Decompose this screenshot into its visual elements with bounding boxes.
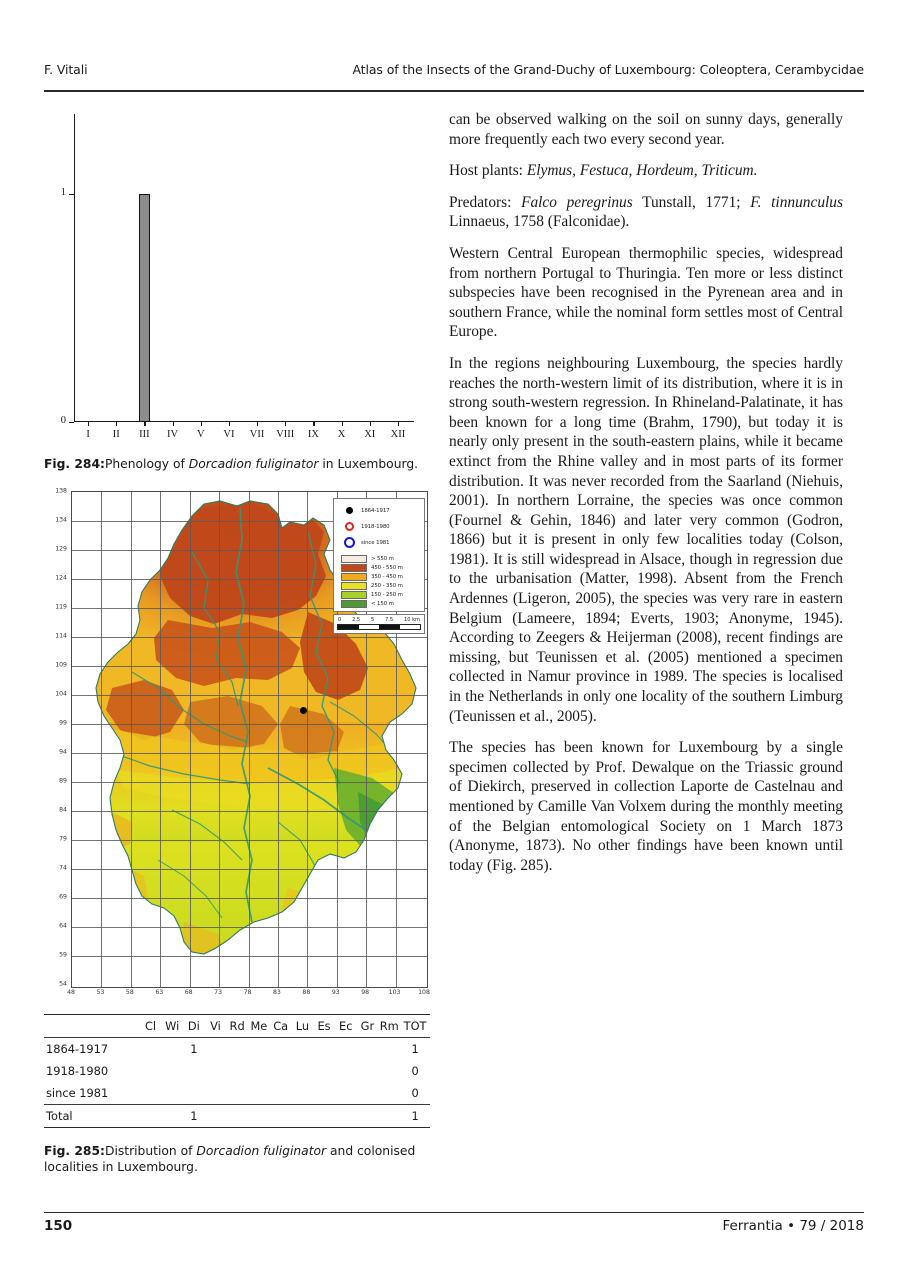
- chart-x-tick: [116, 422, 117, 426]
- predator-species-1: Falco peregrinus: [521, 193, 633, 211]
- figure-285-label: Fig. 285:: [44, 1144, 105, 1159]
- table-cell: [140, 1105, 162, 1128]
- map-gridline-vertical: [307, 492, 308, 987]
- map-y-tick-label: 134: [55, 516, 67, 524]
- map-y-tick-label: 114: [55, 632, 67, 640]
- table-cell: [313, 1038, 335, 1061]
- chart-x-tick: [342, 422, 343, 426]
- phenology-chart: [44, 108, 434, 453]
- map-gridline-vertical: [131, 492, 132, 987]
- paragraph-neighbouring-regions: In the regions neighbouring Luxembourg, the species hardly reaches the north-western limit of its distribution, where it is in strong south-western regression. In Rhineland-Palatinate, it has been known for a long time (Brahm, 1790), but today it is nearly only present in the south-eastern plains, while it became extinct from the Rhine valley and in most parts of its former distribution. It was never recorded from the Saarland (Niehuis, 2001). In northern Lorraine, the species was once common (Fournel & Gehin, 1846) and later very common (Godron, 1866) but it is present in only few localities today (Colson, 1981). It is still widespread in Alsace, though in regression due to the urbanisation (Matter, 1998). Absent from the French Ardennes (Ligeron, 2005), the species was very rare in eastern Belgium (Lameere, 1894; Everts, 1903; Anonyme, 1945). According to Zeegers & Heijerman (2008), recent findings are missing, but Teunissen et al. (2005) mentioned a specimen collected in Namur province in 1989. The species is localised in the Netherlands in only one locality of the southern Limburg (Teunissen et al., 2005).: [449, 354, 843, 725]
- scale-bar-graphic: [337, 624, 421, 630]
- table-cell: [226, 1082, 248, 1105]
- table-cell: [248, 1060, 270, 1082]
- legend-symbol-label: 1864-1917: [361, 507, 390, 514]
- table-cell: [248, 1038, 270, 1061]
- table-cell: [205, 1060, 227, 1082]
- table-row: [44, 1038, 430, 1061]
- figure-285-species: Dorcadion fuliginator: [196, 1144, 327, 1159]
- table-cell: [248, 1105, 270, 1128]
- legend-elevation-label: < 150 m: [371, 600, 394, 607]
- chart-y-tick-label: 1: [60, 186, 66, 198]
- left-column: [44, 108, 434, 1175]
- table-cell: [161, 1060, 183, 1082]
- figure-285-caption: [44, 1144, 434, 1175]
- map-x-tick-label: 108: [418, 989, 430, 997]
- map-y-tick-label: 69: [59, 893, 67, 901]
- host-plants-species: Elymus, Festuca, Hordeum, Triticum.: [526, 162, 758, 180]
- table-cell-total: 1: [411, 1109, 419, 1124]
- chart-x-tick: [229, 422, 230, 426]
- chart-x-tick-label: XII: [390, 429, 406, 440]
- journal-reference: Ferrantia • 79 / 2018: [722, 1218, 864, 1234]
- page-number: 150: [44, 1218, 73, 1234]
- table-cell: [270, 1082, 292, 1105]
- table-cell: [357, 1082, 379, 1105]
- table-row-label: 1864-1917: [46, 1042, 109, 1057]
- table-cell: [205, 1082, 227, 1105]
- page-footer: [44, 1218, 864, 1234]
- legend-elevation-swatch: [341, 591, 367, 599]
- records-table-head: [44, 1015, 430, 1038]
- chart-x-tick: [285, 422, 286, 426]
- scale-bar-label: 5: [370, 617, 375, 624]
- map-x-tick-label: 83: [272, 989, 281, 997]
- table-row-label: 1918-1980: [46, 1064, 109, 1079]
- table-cell-total: 0: [411, 1064, 419, 1079]
- blue-open-circle-icon: [344, 537, 355, 548]
- table-cell: [161, 1082, 183, 1105]
- table-cell: [335, 1105, 357, 1128]
- map-gridline-horizontal: [72, 666, 427, 667]
- map-gridline-horizontal: [72, 782, 427, 783]
- table-cell: [270, 1060, 292, 1082]
- table-column-header: Cl: [144, 1019, 157, 1034]
- map-y-tick-label: 124: [55, 574, 67, 582]
- table-column-header: Lu: [295, 1019, 310, 1034]
- table-cell-total: 1: [411, 1042, 419, 1057]
- map-y-tick-label: 84: [59, 806, 67, 814]
- map-gridline-vertical: [101, 492, 102, 987]
- table-cell: [140, 1060, 162, 1082]
- table-column-header: Gr: [360, 1019, 375, 1034]
- map-gridline-vertical: [160, 492, 161, 987]
- map-x-tick-label: 93: [331, 989, 340, 997]
- legend-elevation-label: > 550 m: [371, 555, 394, 562]
- legend-symbol-swatch: [337, 537, 361, 548]
- black-filled-dot-icon: [346, 507, 353, 514]
- table-bottom-rule: [44, 1128, 430, 1129]
- table-cell-total: 0: [411, 1086, 419, 1101]
- map-gridline-vertical: [278, 492, 279, 987]
- scale-bar-label: 7.5: [385, 617, 394, 624]
- map-x-tick-label: 48: [67, 989, 75, 997]
- table-cell: [205, 1105, 227, 1128]
- legend-elevation-swatch: [341, 564, 367, 572]
- legend-elevation-swatch: [341, 555, 367, 563]
- legend-elevation-row: [337, 581, 421, 590]
- table-column-header: Wi: [165, 1019, 180, 1034]
- map-x-tick-label: 68: [184, 989, 193, 997]
- map-gridline-horizontal: [72, 724, 427, 725]
- table-column-header: Di: [187, 1019, 200, 1034]
- table-cell: [226, 1105, 248, 1128]
- legend-elevation-list: [337, 554, 421, 608]
- scale-bar-label: 10 km: [403, 617, 420, 624]
- map-y-tick-label: 138: [55, 487, 67, 495]
- paragraph-distribution-europe: Western Central European thermophilic species, widespread from northern Portugal to Thuringia. Ten more or less distinct subspecies have been recognised in the Pyrenean area and in southern France, while the nominal form settles most of Central Europe.: [449, 244, 843, 341]
- map-gridline-horizontal: [72, 869, 427, 870]
- chart-x-tick-label: VI: [223, 429, 235, 440]
- table-column-header: Es: [317, 1019, 331, 1034]
- paragraph-luxembourg-record: The species has been known for Luxembourg by a single specimen collected by Prof. Dewalque on the Triassic ground of Diekirch, preserved in collection Laporte de Castelnau and mentioned by Camille Van Volxem during the monthly meeting of the Belgian entomological Society on 1 March 1873 (Anonyme, 1873). No other findings have been known until today (Fig. 285).: [449, 739, 843, 874]
- table-cell: [357, 1105, 379, 1128]
- table-cell: [292, 1082, 314, 1105]
- map-gridline-horizontal: [72, 695, 427, 696]
- chart-x-tick: [201, 422, 202, 426]
- map-y-tick-label: 104: [55, 690, 67, 698]
- table-row: [44, 1105, 430, 1128]
- map-gridline-horizontal: [72, 753, 427, 754]
- table-cell: [313, 1082, 335, 1105]
- table-row: [44, 1082, 430, 1105]
- map-y-tick-label: 99: [59, 719, 67, 727]
- table-cell: [183, 1060, 205, 1082]
- legend-elevation-label: 150 - 250 m: [371, 591, 403, 598]
- running-head: [44, 62, 864, 77]
- legend-symbol-label: 1918-1980: [361, 523, 390, 530]
- table-cell: [357, 1060, 379, 1082]
- chart-y-tick: [69, 194, 74, 195]
- chart-x-tick: [370, 422, 371, 426]
- map-gridline-horizontal: [72, 898, 427, 899]
- chart-x-tick-label: VIII: [276, 429, 295, 440]
- chart-x-tick-label: XI: [364, 429, 376, 440]
- map-gridline-vertical: [219, 492, 220, 987]
- map-y-tick-label: 79: [59, 835, 67, 843]
- host-plants-label: Host plants:: [449, 162, 527, 180]
- table-header-row: [44, 1015, 430, 1038]
- chart-bar: [139, 194, 151, 422]
- table-cell: [335, 1082, 357, 1105]
- table-cell: [292, 1060, 314, 1082]
- predators-label: Predators:: [449, 193, 522, 211]
- map-gridline-vertical: [249, 492, 250, 987]
- legend-elevation-label: 250 - 350 m: [371, 582, 403, 589]
- table-cell: [270, 1038, 292, 1061]
- legend-elevation-swatch: [341, 573, 367, 581]
- table-cell: [378, 1038, 400, 1061]
- map-gridline-horizontal: [72, 956, 427, 957]
- table-cell: [292, 1105, 314, 1128]
- map-gridline-horizontal: [72, 811, 427, 812]
- chart-x-tick-label: I: [86, 429, 90, 440]
- map-x-tick-label: 103: [388, 989, 401, 997]
- table-cell: [183, 1082, 205, 1105]
- legend-symbol-row: [337, 519, 421, 534]
- table-cell: [205, 1038, 227, 1061]
- table-column-header: Vi: [210, 1019, 221, 1034]
- table-cell: [378, 1082, 400, 1105]
- chart-x-tick-label: X: [337, 429, 346, 440]
- map-legend: [333, 498, 425, 612]
- scale-bar-label: 0: [338, 617, 342, 624]
- predators-end: Linnaeus, 1758 (Falconidae).: [449, 213, 630, 231]
- map-x-tick-label: 63: [155, 989, 164, 997]
- paragraph-predators: [449, 193, 843, 232]
- table-column-header: Rm: [379, 1019, 399, 1034]
- map-y-tick-label: 119: [55, 603, 67, 611]
- running-head-author: F. Vitali: [44, 62, 88, 77]
- table-row: [44, 1060, 430, 1082]
- scale-bar-label: 2.5: [352, 617, 361, 624]
- table-cell: [161, 1038, 183, 1061]
- table-column-header: Ca: [273, 1019, 289, 1034]
- chart-y-tick: [69, 422, 74, 423]
- map-gridline-horizontal: [72, 840, 427, 841]
- chart-x-tick-label: IX: [307, 429, 319, 440]
- table-cell: [378, 1060, 400, 1082]
- figure-285-text-after: and colonised localities in Luxembourg.: [44, 1144, 416, 1174]
- legend-symbol-row: [337, 535, 421, 550]
- table-cell: 1: [190, 1042, 198, 1057]
- map-y-tick-label: 109: [55, 661, 67, 669]
- map-y-tick-label: 74: [59, 864, 67, 872]
- table-row-label: since 1981: [46, 1086, 109, 1101]
- legend-elevation-row: [337, 599, 421, 608]
- map-y-tick-label: 64: [59, 922, 67, 930]
- map-x-tick-label: 58: [125, 989, 134, 997]
- paragraph-continuation: can be observed walking on the soil on sunny days, generally more frequently each two every second year.: [449, 111, 843, 148]
- table-cell: [313, 1060, 335, 1082]
- map-y-tick-label: 59: [59, 951, 67, 959]
- map-plot-frame: [71, 491, 428, 988]
- table-column-header: Ec: [339, 1019, 353, 1034]
- chart-x-tick: [173, 422, 174, 426]
- table-cell: [140, 1082, 162, 1105]
- legend-symbol-list: [337, 503, 421, 550]
- table-column-header: Rd: [229, 1019, 245, 1034]
- map-x-tick-label: 78: [243, 989, 252, 997]
- header-rule: [44, 90, 864, 92]
- table-cell: [161, 1105, 183, 1128]
- table-cell: [226, 1038, 248, 1061]
- figure-284-species: Dorcadion fuliginator: [188, 457, 319, 471]
- scale-bar-labels: [337, 617, 421, 623]
- map-gridline-horizontal: [72, 637, 427, 638]
- legend-elevation-row: [337, 590, 421, 599]
- chart-x-tick-label: VII: [249, 429, 265, 440]
- chart-x-tick-label: IV: [167, 429, 179, 440]
- predators-middle: Tunstall, 1771;: [632, 193, 751, 211]
- legend-symbol-label: since 1981: [361, 539, 390, 546]
- chart-y-tick-label: 0: [60, 415, 66, 426]
- table-column-header: TOT: [403, 1019, 427, 1034]
- right-column: [449, 110, 843, 875]
- paragraph-host-plants: [449, 161, 843, 181]
- figure-284-text-after: in Luxembourg.: [318, 457, 419, 471]
- map-gridline-horizontal: [72, 927, 427, 928]
- table-column-header: Me: [250, 1019, 268, 1034]
- legend-elevation-row: [337, 554, 421, 563]
- chart-x-tick-label: II: [112, 429, 120, 440]
- map-x-tick-label: 53: [96, 989, 105, 997]
- legend-elevation-row: [337, 563, 421, 572]
- predator-species-2: F. tinnunculus: [750, 193, 843, 211]
- running-head-title: Atlas of the Insects of the Grand-Duchy of Luxembourg: Coleoptera, Cerambycidae: [352, 62, 864, 77]
- map-y-tick-label: 89: [59, 777, 67, 785]
- red-open-circle-icon: [345, 522, 354, 531]
- map-y-tick-label: 129: [55, 545, 67, 553]
- distribution-map: [44, 486, 432, 1008]
- legend-symbol-swatch: [337, 522, 361, 531]
- map-y-tick-label: 54: [59, 980, 67, 988]
- figure-284-label: Fig. 284:: [44, 457, 105, 471]
- map-scale-bar: [333, 614, 425, 634]
- map-y-tick-label: 94: [59, 748, 67, 756]
- legend-elevation-row: [337, 572, 421, 581]
- table-cell: [270, 1105, 292, 1128]
- chart-x-tick-label: III: [139, 429, 150, 440]
- map-gridline-vertical: [190, 492, 191, 987]
- chart-x-tick: [257, 422, 258, 426]
- footer-rule: [44, 1212, 864, 1213]
- table-cell: [335, 1038, 357, 1061]
- map-x-tick-label: 88: [302, 989, 311, 997]
- chart-x-tick: [144, 422, 145, 426]
- table-cell: [140, 1038, 162, 1061]
- map-x-tick-label: 73: [214, 989, 223, 997]
- legend-elevation-swatch: [341, 600, 367, 608]
- chart-x-axis: [74, 421, 414, 422]
- table-cell: [313, 1105, 335, 1128]
- table-corner-cell: [44, 1015, 140, 1038]
- chart-y-axis: [74, 114, 75, 422]
- table-cell: [248, 1082, 270, 1105]
- records-table-body: [44, 1038, 430, 1128]
- chart-x-tick: [398, 422, 399, 426]
- legend-elevation-label: 450 - 550 m: [371, 564, 403, 571]
- table-row-label: Total: [46, 1109, 73, 1124]
- figure-285-text-before: Distribution of: [104, 1144, 197, 1159]
- table-cell: [226, 1060, 248, 1082]
- table-cell: [357, 1038, 379, 1061]
- figure-284-caption: [44, 457, 434, 472]
- legend-symbol-row: [337, 503, 421, 518]
- table-cell: [292, 1038, 314, 1061]
- records-table-foot: [44, 1128, 430, 1129]
- legend-symbol-swatch: [337, 507, 361, 514]
- figure-284-text-before: Phenology of: [104, 457, 189, 471]
- table-cell: [335, 1060, 357, 1082]
- legend-elevation-label: 350 - 450 m: [371, 573, 403, 580]
- table-cell: 1: [190, 1109, 198, 1124]
- map-x-tick-label: 98: [361, 989, 370, 997]
- table-cell: [378, 1105, 400, 1128]
- legend-elevation-swatch: [341, 582, 367, 590]
- chart-x-tick-label: V: [196, 429, 205, 440]
- records-table: [44, 1014, 430, 1128]
- chart-x-tick: [88, 422, 89, 426]
- chart-x-tick: [313, 422, 314, 426]
